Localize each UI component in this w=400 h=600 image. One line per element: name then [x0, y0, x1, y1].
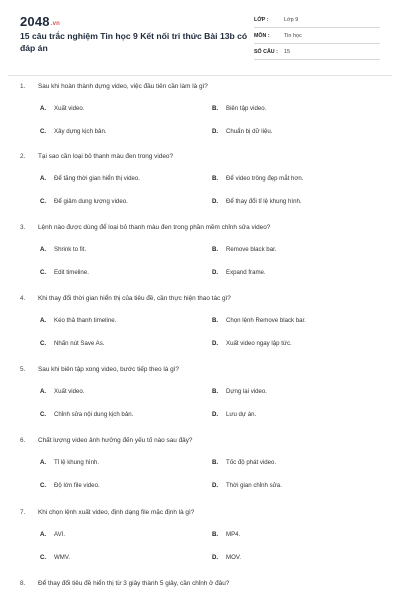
question-text: [20, 580, 390, 587]
option-letter: A.: [40, 105, 47, 112]
option-letter: C.: [40, 198, 47, 205]
option-text: Để giảm dung lượng video.: [54, 198, 128, 205]
answer-option-d[interactable]: [212, 482, 282, 489]
question-prompt: Khi chọn lệnh xuất video, định dạng file mặc định là gì?: [38, 509, 195, 516]
option-text: MP4.: [226, 531, 241, 538]
question-prompt: Tại sao cần loại bỏ thanh màu đen trong video?: [38, 153, 174, 160]
option-letter: C.: [40, 340, 47, 347]
answer-option-d[interactable]: [212, 554, 241, 561]
option-text: WMV.: [54, 554, 71, 561]
question-prompt: Chất lượng video ảnh hưởng đến yếu tố nào sau đây?: [38, 437, 193, 444]
option-text: Lưu dự án.: [226, 411, 257, 418]
option-text: Biên tập video.: [226, 105, 267, 112]
option-letter: A.: [40, 317, 47, 324]
question-number: 1.: [20, 83, 26, 90]
option-letter: D.: [212, 340, 219, 347]
option-text: Xuất video.: [54, 388, 85, 395]
option-letter: A.: [40, 388, 47, 395]
meta-label: LỚP :: [254, 16, 269, 23]
question-number: 5.: [20, 366, 26, 373]
question-text: [20, 366, 390, 373]
question-prompt: Khi thay đổi thời gian hiển thị của tiêu đề, cần thực hiện thao tác gì?: [38, 295, 231, 302]
option-letter: A.: [40, 459, 47, 466]
option-text: Shrink to fit.: [54, 246, 87, 253]
question-number: 7.: [20, 509, 26, 516]
meta-row-class: [254, 12, 380, 28]
meta-label: MÔN :: [254, 32, 270, 39]
option-letter: A.: [40, 246, 47, 253]
answer-option-d[interactable]: [212, 411, 256, 418]
answer-option-b[interactable]: [212, 175, 304, 182]
meta-row-count: [254, 44, 380, 60]
question-number: 8.: [20, 580, 26, 587]
option-letter: B.: [212, 531, 219, 538]
option-letter: A.: [40, 175, 47, 182]
question-text: [20, 83, 390, 90]
option-text: Để thay đổi tỉ lệ khung hình.: [226, 198, 302, 205]
document-title: 15 câu trắc nghiệm Tin học 9 Kết nối tri thức Bài 13b có đáp án: [20, 31, 248, 53]
logo-text: 2048: [20, 14, 50, 29]
option-letter: B.: [212, 459, 219, 466]
answer-option-d[interactable]: [212, 128, 272, 135]
option-text: Chỉnh sửa nội dung kịch bản.: [54, 411, 134, 418]
answer-option-b[interactable]: [212, 317, 306, 324]
option-text: AVI.: [54, 531, 66, 538]
option-letter: B.: [212, 105, 219, 112]
option-letter: B.: [212, 317, 219, 324]
question-text: [20, 437, 390, 444]
answer-option-a[interactable]: [40, 317, 116, 324]
option-text: Edit timeline.: [54, 269, 89, 276]
option-text: Tốc độ phát video.: [226, 459, 277, 466]
answer-option-c[interactable]: [40, 198, 128, 205]
answer-option-c[interactable]: [40, 269, 89, 276]
answer-option-a[interactable]: [40, 175, 140, 182]
option-text: Chuẩn bị dữ liệu.: [226, 128, 273, 135]
question-text: [20, 295, 390, 302]
logo-suffix: .vn: [50, 21, 61, 27]
answer-option-d[interactable]: [212, 340, 292, 347]
answer-option-b[interactable]: [212, 531, 240, 538]
option-text: Xuất video.: [54, 105, 85, 112]
option-letter: C.: [40, 128, 47, 135]
answer-option-a[interactable]: [40, 459, 99, 466]
option-text: Kéo thả thanh timeline.: [54, 317, 117, 324]
question-prompt: Lệnh nào được dùng để loại bỏ thanh màu đen trong phần mềm chỉnh sửa video?: [38, 224, 271, 231]
answer-option-c[interactable]: [40, 128, 107, 135]
answer-option-a[interactable]: [40, 388, 85, 395]
header-divider: [8, 75, 392, 76]
option-text: Để tăng thời gian hiển thị video.: [54, 175, 140, 182]
answer-option-b[interactable]: [212, 246, 276, 253]
question-number: 2.: [20, 153, 26, 160]
option-letter: C.: [40, 482, 47, 489]
option-text: Thời gian chỉnh sửa.: [226, 482, 282, 489]
answer-option-c[interactable]: [40, 482, 100, 489]
meta-value: Tin học: [284, 32, 302, 39]
option-text: Tỉ lệ khung hình.: [54, 459, 100, 466]
question-text: [20, 153, 390, 160]
document-meta: [254, 12, 380, 60]
meta-value: 15: [284, 48, 291, 55]
answer-option-a[interactable]: [40, 246, 86, 253]
site-logo[interactable]: [20, 14, 60, 29]
answer-option-b[interactable]: [212, 105, 266, 112]
option-text: Chọn lệnh Remove black bar.: [226, 317, 306, 324]
option-text: Nhấn nút Save As.: [54, 340, 105, 347]
answer-option-a[interactable]: [40, 105, 85, 112]
option-letter: C.: [40, 554, 47, 561]
option-text: Expand frame.: [226, 269, 266, 276]
meta-value: Lớp 9: [284, 16, 299, 23]
answer-option-c[interactable]: [40, 411, 133, 418]
question-text: [20, 509, 390, 516]
meta-row-subject: [254, 28, 380, 44]
option-text: Dựng lại video.: [226, 388, 268, 395]
page-header: [0, 0, 400, 72]
option-letter: D.: [212, 411, 219, 418]
option-letter: C.: [40, 269, 47, 276]
answer-option-c[interactable]: [40, 340, 104, 347]
question-number: 3.: [20, 224, 26, 231]
question-number: 6.: [20, 437, 26, 444]
option-letter: D.: [212, 269, 219, 276]
question-prompt: Sau khi hoàn thành dựng video, việc đầu tiên cần làm là gì?: [38, 83, 208, 90]
option-text: Xuất video ngay lập tức.: [226, 340, 292, 347]
option-text: Độ lớn file video.: [54, 482, 100, 489]
question-number: 4.: [20, 295, 26, 302]
option-letter: D.: [212, 554, 219, 561]
answer-option-c[interactable]: [40, 554, 70, 561]
answer-option-d[interactable]: [212, 269, 266, 276]
option-letter: D.: [212, 198, 219, 205]
option-letter: B.: [212, 388, 219, 395]
answer-option-d[interactable]: [212, 198, 302, 205]
answer-option-b[interactable]: [212, 459, 276, 466]
option-letter: D.: [212, 128, 219, 135]
question-prompt: Sau khi biên tập xong video, bước tiếp theo là gì?: [38, 366, 179, 373]
question-prompt: Để thay đổi tiêu đề hiển thị từ 3 giây thành 5 giây, cần chỉnh ở đâu?: [38, 580, 230, 587]
option-letter: A.: [40, 531, 47, 538]
option-text: Để video trông đẹp mắt hơn.: [226, 175, 304, 182]
option-letter: B.: [212, 246, 219, 253]
answer-option-b[interactable]: [212, 388, 267, 395]
option-letter: D.: [212, 482, 219, 489]
option-letter: B.: [212, 175, 219, 182]
option-text: MOV.: [226, 554, 242, 561]
option-letter: C.: [40, 411, 47, 418]
option-text: Xây dựng kịch bản.: [54, 128, 107, 135]
option-text: Remove black bar.: [226, 246, 277, 253]
answer-option-a[interactable]: [40, 531, 65, 538]
question-text: [20, 224, 390, 231]
meta-label: SỐ CÂU :: [254, 48, 278, 55]
